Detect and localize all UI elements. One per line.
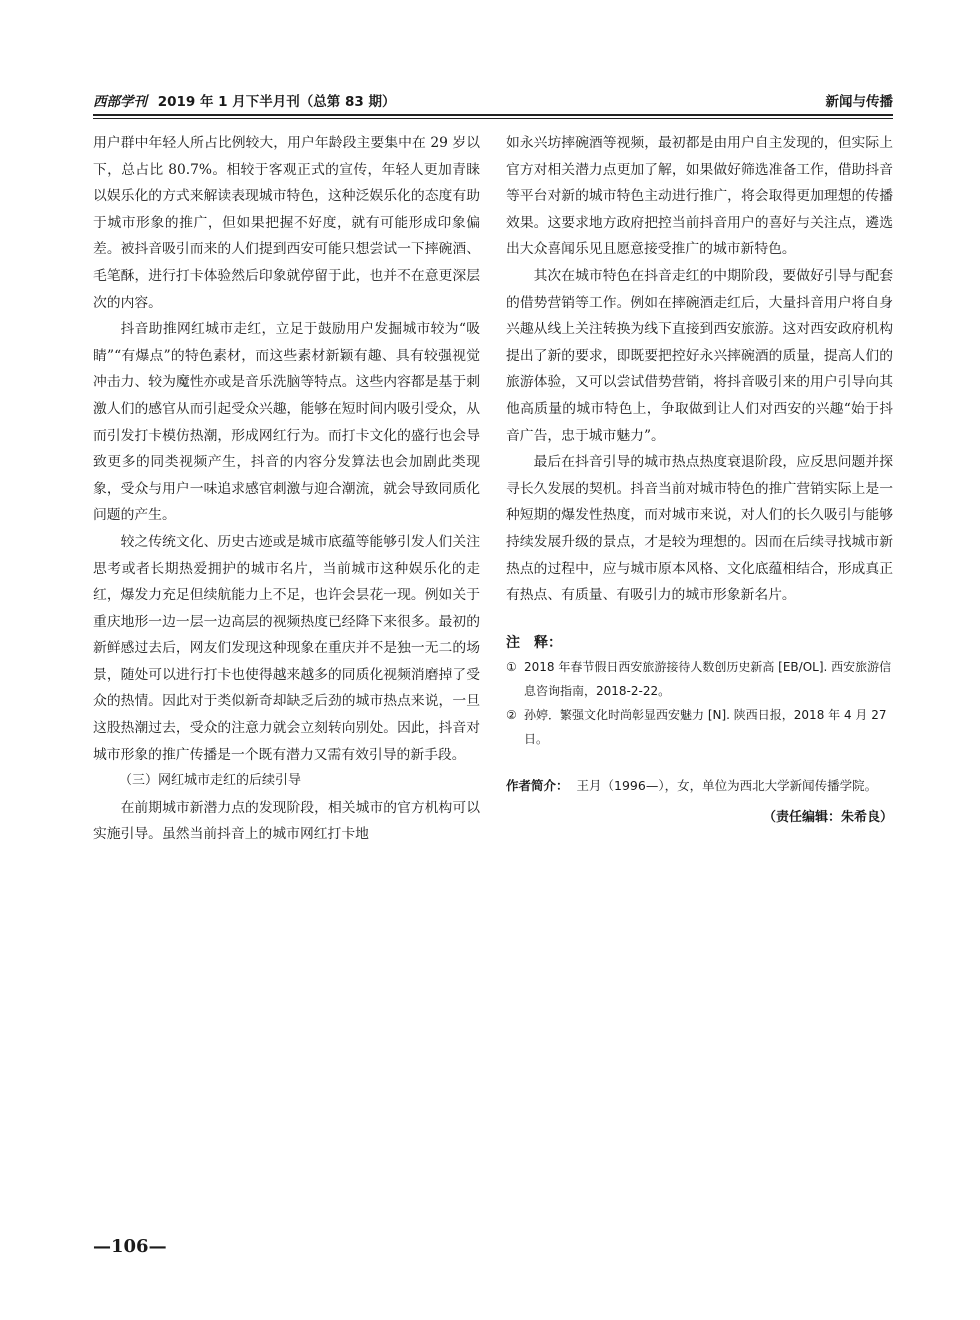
issue-info: 2019 年 1 月下半月刊（总第 83 期） — [157, 94, 396, 110]
running-head-left — [93, 90, 395, 110]
page-number: —106— — [93, 1236, 167, 1257]
footnote-text: 孙婷．繁强文化时尚彰显西安魅力 [N]. 陕西日报，2018 年 4 月 27 日。 — [524, 707, 887, 746]
footnote-item — [506, 655, 893, 703]
right-column — [506, 130, 893, 831]
footnote-marker: ② — [506, 707, 517, 722]
author-bio-label: 作者简介： — [506, 777, 569, 793]
body-paragraph: 抖音助推网红城市走红，立足于鼓励用户发掘城市较为“吸睛”“有爆点”的特色素材，而这些素材新颖有趣、具有较强视觉冲击力、较为魔性亦或是音乐洗脑等特点。这些内容都是基于刺激人们的感官从而引起受众兴趣，能够在短时间内吸引受众，从而引发打卡模仿热潮，形成网红行为。而打卡文化的盛行也会导致更多的同类视频产生，抖音的内容分发算法也会加剧此类现象，受众与用户一味追求感官刺激与迎合潮流，就会导致同质化问题的产生。 — [93, 321, 480, 524]
footnote-text: 2018 年春节假日西安旅游接待人数创历史新高 [EB/OL]. 西安旅游信息咨询指南，2018-2-22。 — [524, 659, 892, 698]
running-head — [93, 88, 893, 110]
author-bio-text: 王月（1996—），女，单位为西北大学新闻传播学院。 — [576, 777, 878, 793]
body-paragraph: 用户群中年轻人所占比例较大，用户年龄段主要集中在 29 岁以下，总占比 80.7%。相较于客观正式的宣传，年轻人更加青睐以娱乐化的方式来解读表现城市特色，这种泛娱乐化的态度有助于城市形象的推广，但如果把握不好度，就有可能形成印象偏差。被抖音吸引而来的人们提到西安可能只想尝试一下摔碗酒、毛笔酥，进行打卡体验然后印象就停留于此，也并不在意更深层次的内容。 — [93, 135, 480, 311]
section-name: 新闻与传播 — [825, 94, 893, 110]
left-column — [93, 130, 480, 848]
header-rule-thick — [93, 114, 893, 116]
responsible-editor: （责任编辑：朱希良） — [762, 809, 893, 825]
body-paragraph: 如永兴坊摔碗酒等视频，最初都是由用户自主发现的，但实际上官方对相关潜力点更加了解，如果做好筛选准备工作，借助抖音等平台对新的城市特色主动进行推广，将会取得更加理想的传播效果。这要求地方政府把控当前抖音用户的喜好与关注点，遴选出大众喜闻乐见且愿意接受推广的城市新特色。 — [506, 135, 893, 258]
footnote-item — [506, 703, 893, 751]
author-bio — [506, 773, 893, 799]
footnote-marker: ① — [506, 659, 517, 674]
body-paragraph: 较之传统文化、历史古迹或是城市底蕴等能够引发人们关注思考或者长期热爱拥护的城市名片，当前城市这种娱乐化的走红，爆发力充足但续航能力上不足，也许会昙花一现。例如关于重庆地形一边一层一边高层的视频热度已经降下来很多。最初的新鲜感过去后，网友们发现这种现象在重庆并不是独一无二的场景，随处可以进行打卡也使得越来越多的同质化视频消磨掉了受众的热情。因此对于类似新奇却缺乏后劲的城市热点来说，一旦这股热潮过去，受众的注意力就会立刻转向别处。因此，抖音对城市形象的推广传播是一个既有潜力又需有效引导的新手段。 — [93, 533, 480, 763]
section-subheading: （三）网红城市走红的后续引导 — [119, 773, 302, 789]
header-rule-thin — [93, 118, 893, 119]
notes-title: 注 释： — [506, 634, 562, 651]
body-paragraph: 其次在城市特色在抖音走红的中期阶段，要做好引导与配套的借势营销等工作。例如在摔碗酒走红后，大量抖音用户将自身兴趣从线上关注转换为线下直接到西安旅游。这对西安政府机构提出了新的要求，即既要把控好永兴摔碗酒的质量，提高人们的旅游体验，又可以尝试借势营销，将抖音吸引来的用户引导向其他高质量的城市特色上，争取做到让人们对西安的兴趣“始于抖音广告，忠于城市魅力”。 — [506, 267, 893, 444]
body-paragraph: 最后在抖音引导的城市热点热度衰退阶段，应反思问题并探寻长久发展的契机。抖音当前对城市特色的推广营销实际上是一种短期的爆发性热度，而对城市来说，对人们的长久吸引与能够持续发展升级的景点，才是较为理想的。因而在后续寻找城市新热点的过程中，应与城市原本风格、文化底蕴相结合，形成真正有热点、有质量、有吸引力的城市形象新名片。 — [506, 454, 893, 604]
body-paragraph: 在前期城市新潜力点的发现阶段，相关城市的官方机构可以实施引导。虽然当前抖音上的城市网红打卡地 — [93, 799, 480, 843]
journal-logo: 西部学刊 — [93, 94, 147, 110]
